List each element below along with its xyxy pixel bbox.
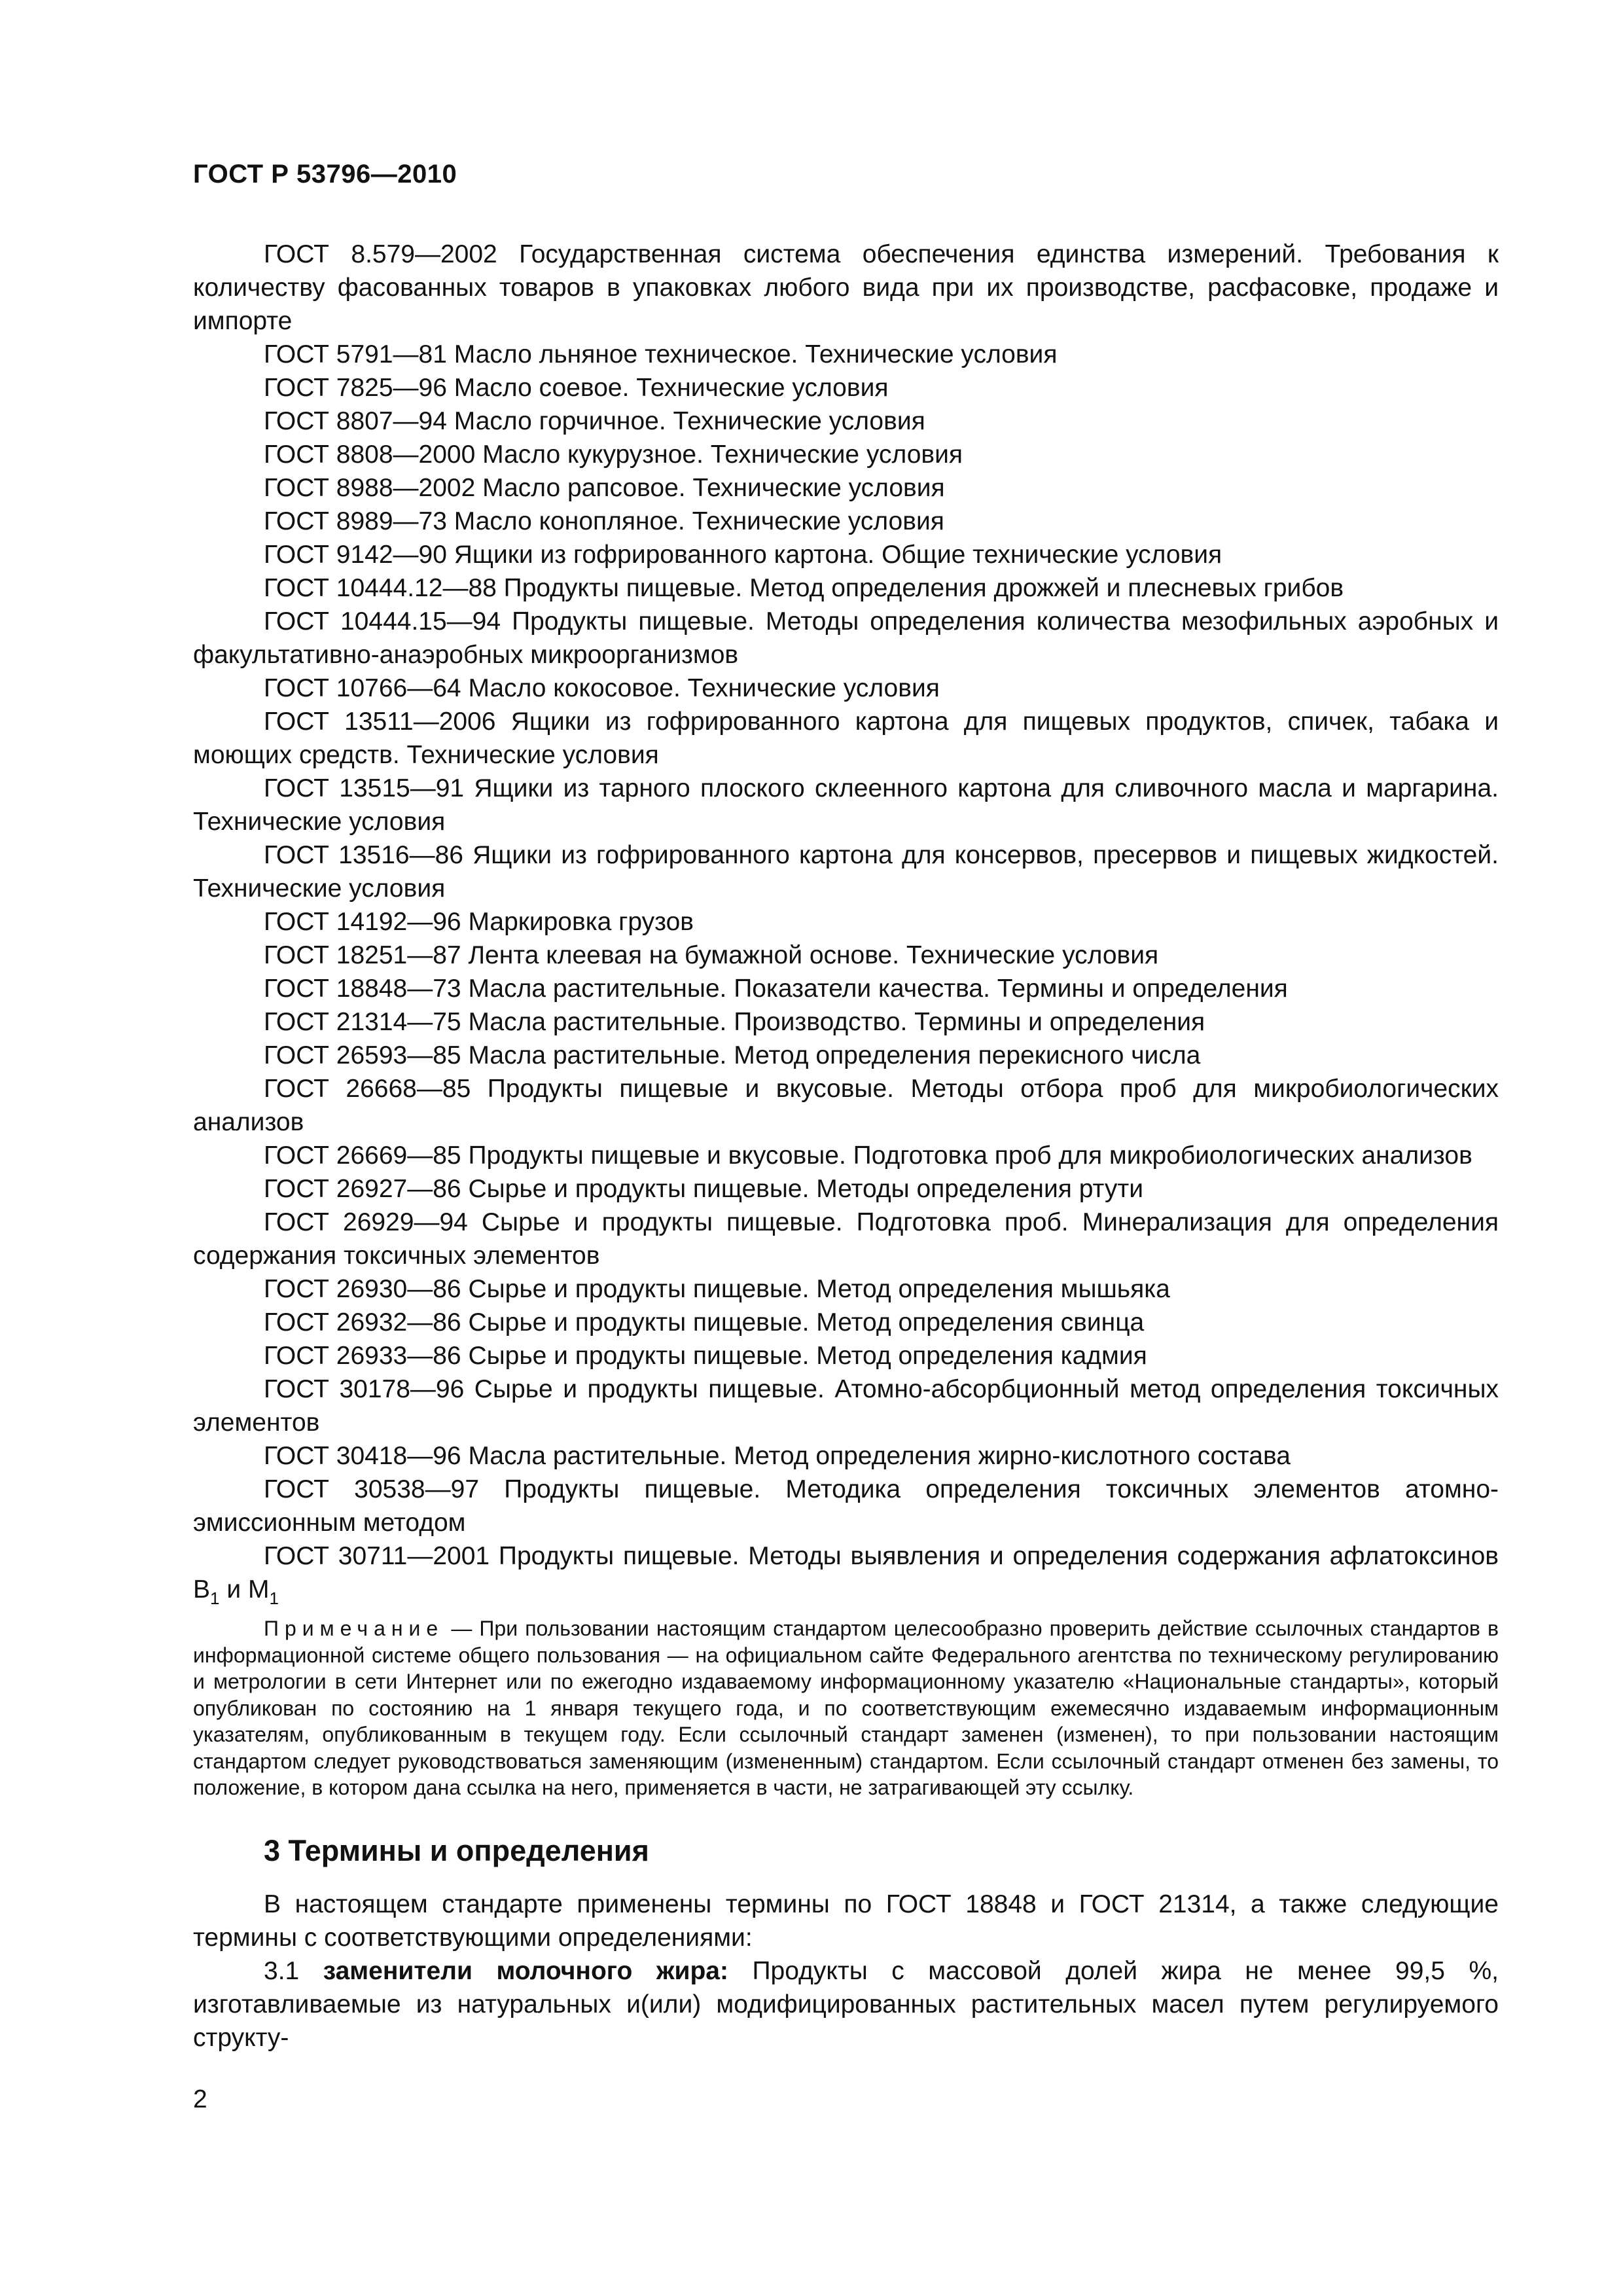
term-text: Продукты с массовой долей жира не менее 99,5 %, изготавливаемые из натуральных и(или) модифицированных растительных масел путем регулируемого структу- [193,1956,1499,2052]
section-heading: 3 Термины и определения [264,1833,649,1867]
reference-item: ГОСТ 26929—94 Сырье и продукты пищевые. Подготовка проб. Минерализация для определения содержания токсичных элементов [193,1208,1499,1270]
reference-item: ГОСТ 8.579—2002 Государственная система обеспечения единства измерений. Требования к количеству фасованных товаров в упаковках любого вида при их производстве, расфасовке, продаже и импорте [193,240,1499,335]
reference-item: ГОСТ 26669—85 Продукты пищевые и вкусовые. Подготовка проб для микробиологических анализов [264,1141,1472,1170]
reference-item: ГОСТ 8807—94 Масло горчичное. Технические условия [264,407,925,435]
reference-item: ГОСТ 18251—87 Лента клеевая на бумажной основе. Технические условия [264,941,1159,969]
reference-text-and: и М [219,1575,270,1604]
note-label: Примечание [264,1617,444,1640]
reference-item: ГОСТ 13511—2006 Ящики из гофрированного картона для пищевых продуктов, спичек, табака и моющих средств. Технические условия [193,708,1499,769]
reference-item: ГОСТ 26933—86 Сырье и продукты пищевые. Метод определения кадмия [264,1342,1147,1370]
reference-item: ГОСТ 30178—96 Сырье и продукты пищевые. Атомно-абсорбционный метод определения токсичных элементов [193,1375,1499,1437]
reference-item-last [193,1539,1499,1609]
note-paragraph [193,1615,1499,1801]
reference-item: ГОСТ 21314—75 Масла растительные. Производство. Термины и определения [264,1008,1205,1036]
document-header: ГОСТ Р 53796—2010 [193,160,457,188]
reference-item: ГОСТ 30538—97 Продукты пищевые. Методика определения токсичных элементов атомно-эмиссионным методом [193,1475,1499,1537]
subscript: 1 [269,1588,279,1608]
reference-item: ГОСТ 26668—85 Продукты пищевые и вкусовые. Методы отбора проб для микробиологических анализов [193,1075,1499,1136]
reference-item: ГОСТ 10766—64 Масло кокосовое. Технические условия [264,674,940,702]
note-dash: — [444,1617,480,1640]
reference-item: ГОСТ 13515—91 Ящики из тарного плоского склеенного картона для сливочного масла и маргарина. Технические условия [193,774,1499,836]
reference-item: ГОСТ 26927—86 Сырье и продукты пищевые. Методы определения ртути [264,1175,1143,1203]
reference-item: ГОСТ 10444.12—88 Продукты пищевые. Метод определения дрожжей и плесневых грибов [264,574,1344,602]
note-text: При пользовании настоящим стандартом целесообразно проверить действие ссылочных стандартов в информационной системе общего пользования — на официальном сайте Федерального агентства по техническому регулированию и метрологии в сети Интернет или по ежегодно издаваемому информационному указателю «Национальные стандарты», который опубликован по состоянию на 1 января текущего года, и по соответствующим ежемесячно издаваемым информационным указателям, опубликованным в текущем году. Если ссылочный стандарт заменен (изменен), то при пользовании настоящим стандартом следует руководствоваться заменяющим (измененным) стандартом. Если ссылочный стандарт отменен без замены, то положение, в котором дана ссылка на него, применяется в части, не затрагивающей эту ссылку. [193,1617,1499,1799]
references-list [193,238,1499,1609]
reference-item: ГОСТ 13516—86 Ящики из гофрированного картона для консервов, пресервов и пищевых жидкостей. Технические условия [193,841,1499,903]
term-number: 3.1 [264,1956,323,1985]
reference-item: ГОСТ 8989—73 Масло конопляное. Технические условия [264,507,944,535]
subscript: 1 [210,1588,220,1608]
reference-text: ГОСТ 30711—2001 Продукты пищевые. Методы выявления и определения содержания афлатоксинов В [193,1542,1499,1604]
term-definition [193,1954,1499,2054]
reference-item: ГОСТ 8988—2002 Масло рапсовое. Технические условия [264,474,945,502]
reference-item: ГОСТ 18848—73 Масла растительные. Показатели качества. Термины и определения [264,975,1288,1003]
reference-item: ГОСТ 30418—96 Масла растительные. Метод определения жирно-кислотного состава [264,1442,1291,1470]
reference-item: ГОСТ 26930—86 Сырье и продукты пищевые. Метод определения мышьяка [264,1275,1170,1303]
reference-item: ГОСТ 10444.15—94 Продукты пищевые. Методы определения количества мезофильных аэробных и факультативно-анаэробных микроорганизмов [193,607,1499,669]
section-intro: В настоящем стандарте применены термины по ГОСТ 18848 и ГОСТ 21314, а также следующие термины с соответствующими определениями: [193,1890,1499,1952]
reference-item: ГОСТ 26932—86 Сырье и продукты пищевые. Метод определения свинца [264,1308,1145,1336]
page-number: 2 [193,2085,207,2113]
reference-item: ГОСТ 14192—96 Маркировка грузов [264,908,694,936]
document-body [193,238,1499,2054]
reference-item: ГОСТ 9142—90 Ящики из гофрированного картона. Общие технические условия [264,541,1222,569]
reference-item: ГОСТ 5791—81 Масло льняное техническое. Технические условия [264,340,1058,368]
reference-item: ГОСТ 26593—85 Масла растительные. Метод определения перекисного числа [264,1041,1201,1069]
term-name: заменители молочного жира: [323,1956,728,1985]
reference-item: ГОСТ 8808—2000 Масло кукурузное. Технические условия [264,440,963,469]
reference-item: ГОСТ 7825—96 Масло соевое. Технические условия [264,374,889,402]
